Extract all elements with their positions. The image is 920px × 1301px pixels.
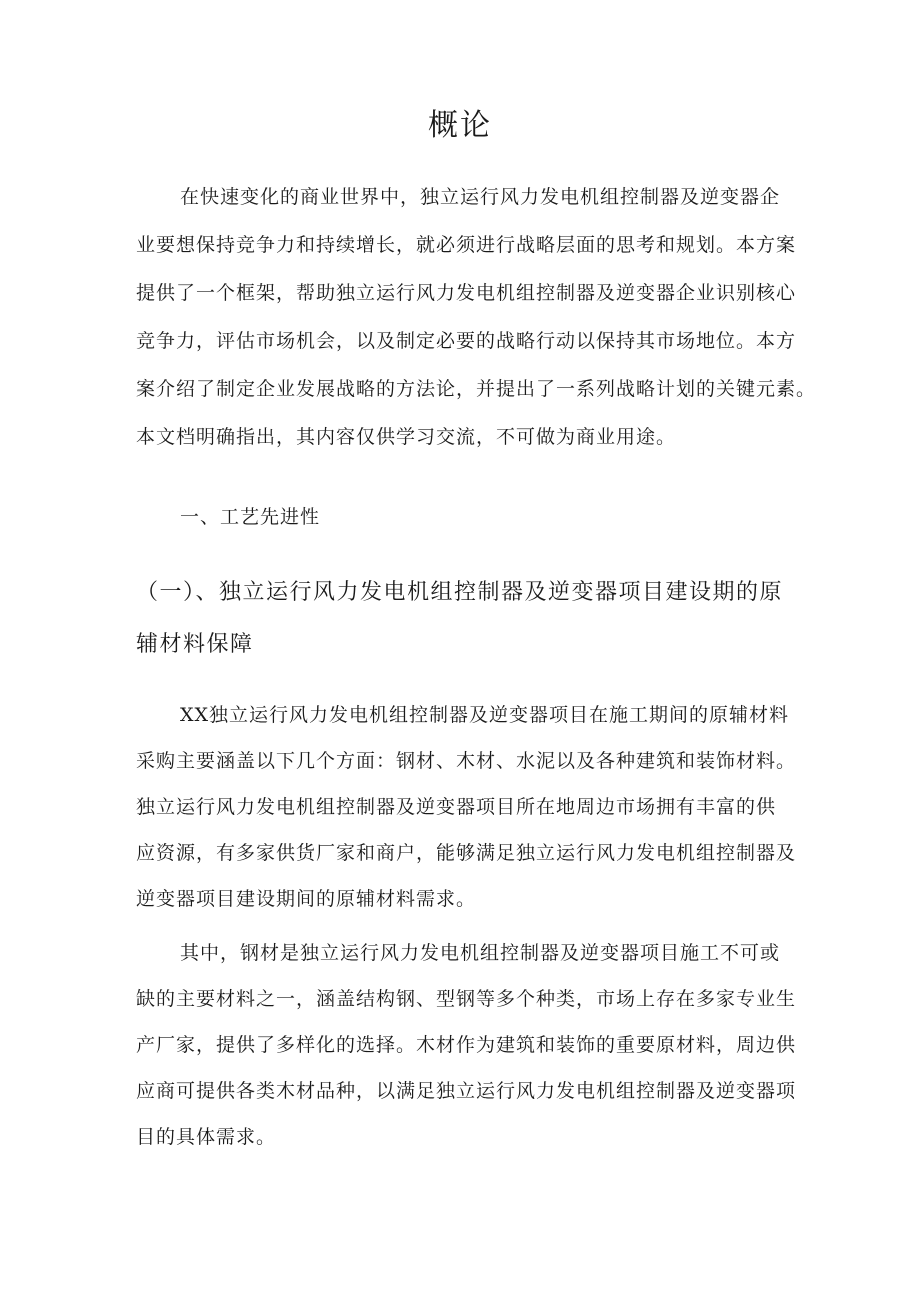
intro-line: 竞争力，评估市场机会，以及制定必要的战略行动以保持其市场地位。本方: [136, 330, 797, 352]
section-heading: 一、工艺先进性: [180, 506, 321, 528]
paragraph-line: 其中，钢材是独立运行风力发电机组控制器及逆变器项目施工不可或: [180, 942, 781, 964]
intro-line: 在快速变化的商业世界中，独立运行风力发电机组控制器及逆变器企: [180, 186, 781, 208]
subsection-heading-line: 辅材料保障: [136, 632, 254, 657]
subsection-heading-line: （一）、独立运行风力发电机组控制器及逆变器项目建设期的原: [136, 580, 784, 605]
paragraph-line: 目的具体需求。: [136, 1126, 277, 1148]
paragraph-line: 应商可提供各类木材品种，以满足独立运行风力发电机组控制器及逆变器项: [136, 1080, 797, 1102]
paragraph-line: XX独立运行风力发电机组控制器及逆变器项目在施工期间的原辅材料: [180, 704, 790, 726]
document-title: 概论: [428, 108, 492, 143]
intro-line: 案介绍了制定企业发展战略的方法论，并提出了一系列战略计划的关键元素。: [136, 378, 817, 400]
intro-line: 本文档明确指出，其内容仅供学习交流，不可做为商业用途。: [136, 426, 677, 448]
paragraph-line: 逆变器项目建设期间的原辅材料需求。: [136, 888, 477, 910]
intro-line: 业要想保持竞争力和持续增长，就必须进行战略层面的思考和规划。本方案: [136, 234, 797, 256]
paragraph-line: 采购主要涵盖以下几个方面：钢材、木材、水泥以及各种建筑和装饰材料。: [136, 750, 797, 772]
paragraph-line: 产厂家，提供了多样化的选择。木材作为建筑和装饰的重要原材料，周边供: [136, 1034, 797, 1056]
paragraph-line: 应资源，有多家供货厂家和商户，能够满足独立运行风力发电机组控制器及: [136, 842, 797, 864]
paragraph-line: 缺的主要材料之一，涵盖结构钢、型钢等多个种类，市场上存在多家专业生: [136, 988, 797, 1010]
paragraph-line: 独立运行风力发电机组控制器及逆变器项目所在地周边市场拥有丰富的供: [136, 796, 777, 818]
intro-line: 提供了一个框架，帮助独立运行风力发电机组控制器及逆变器企业识别核心: [136, 282, 797, 304]
